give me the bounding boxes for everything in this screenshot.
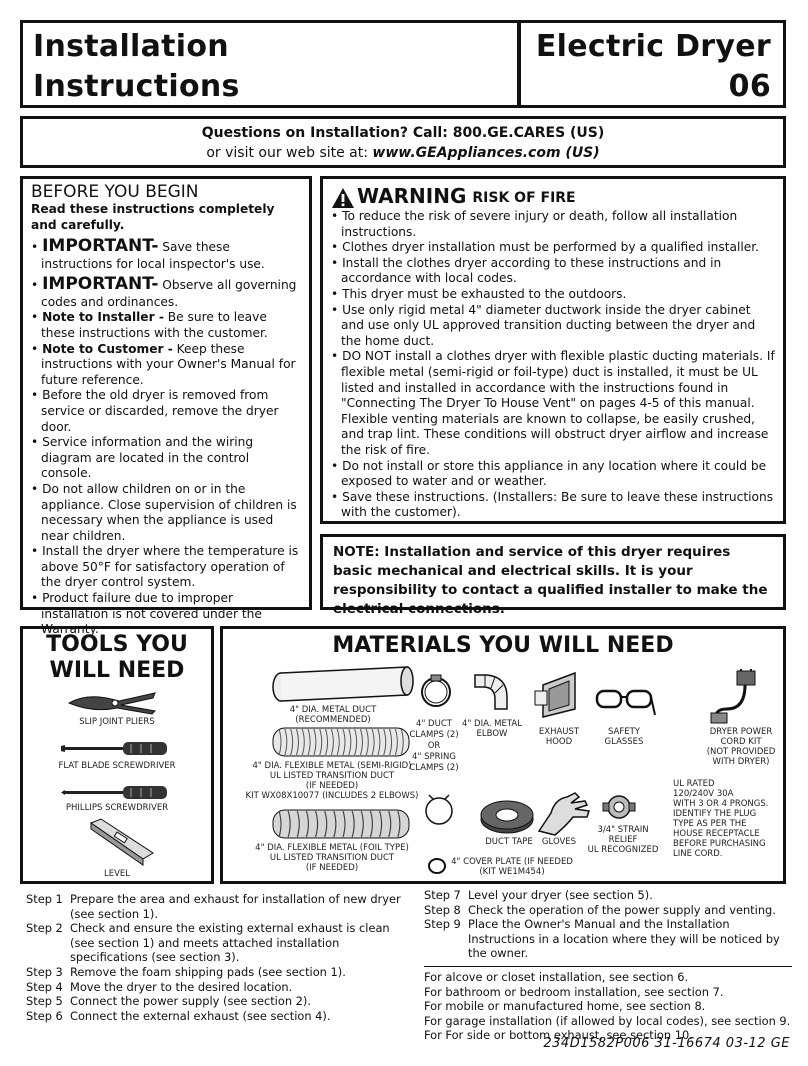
note-customer-text: Keep these instructions with your Owner's Manual for future reference. bbox=[41, 341, 296, 387]
product-code: 06 bbox=[728, 69, 771, 104]
semi-rigid-duct-icon bbox=[267, 725, 417, 759]
questions-box bbox=[20, 116, 786, 168]
power-cord-note: UL RATED 120/240V 30A WITH 3 OR 4 PRONGS. IDENTIFY THE PLUG TYPE AS PER THE HOUSE RECEPTACLE BEFORE PURCHASING LINE CORD. bbox=[673, 779, 769, 859]
list-item: • DO NOT install a clothes dryer with flexible plastic ducting materials. If flexible metal (semi-rigid or foil-type) duct is installed, it must be UL listed and installed in accordance with the instructions found in "Connecting The Dryer To House Vent" on pages 4-5 of this manual. Flexible venting materials are known to collapse, be easily crushed, and trap lint. These conditions will obstruct dryer airflow and increase the risk of fire. bbox=[331, 349, 775, 458]
foil-duct-label: 4" DIA. FLEXIBLE METAL (FOIL TYPE) UL LISTED TRANSITION DUCT (IF NEEDED) bbox=[255, 843, 409, 873]
questions-web-prefix: or visit our web site at: bbox=[206, 145, 368, 161]
page-title-line1: Installation bbox=[33, 29, 229, 64]
steps-right bbox=[424, 888, 792, 1043]
step-row bbox=[26, 892, 406, 921]
list-item bbox=[31, 342, 301, 389]
step-row bbox=[26, 980, 406, 995]
questions-web bbox=[23, 143, 783, 163]
safety-glasses-icon bbox=[593, 685, 655, 719]
elbow-label: 4" DIA. METAL ELBOW bbox=[462, 719, 522, 739]
list-item: For For side or bottom exhaust, see section 10. bbox=[424, 1028, 693, 1043]
important-label: IMPORTANT- bbox=[42, 273, 159, 294]
list-item: • Install the dryer where the temperature is above 50°F for satisfactory operation of the dryer control system. bbox=[31, 544, 301, 591]
step-row bbox=[424, 888, 792, 903]
step-number: Step 3 bbox=[26, 964, 63, 979]
step-number: Step 5 bbox=[26, 994, 63, 1009]
power-cord-icon bbox=[707, 669, 767, 725]
power-cord-label: DRYER POWER CORD KIT (NOT PROVIDED WITH DRYER) bbox=[706, 727, 776, 767]
steps-left bbox=[26, 892, 406, 1023]
list-item: • Do not allow children on or in the appliance. Close supervision of children is necessary when the appliance is used near children. bbox=[31, 482, 301, 544]
important-text: Observe all governing codes and ordinances. bbox=[41, 277, 297, 309]
cover-plate-icon bbox=[427, 857, 447, 875]
part-number: 234D1582P006 31-16674 03-12 GE bbox=[543, 1036, 790, 1051]
level-icon bbox=[87, 817, 157, 867]
step-row bbox=[26, 994, 406, 1009]
header-product-box bbox=[518, 20, 786, 108]
list-item: • Use only rigid metal 4" diameter ductwork inside the dryer cabinet and use only UL approved transition ducting between the dryer and the home duct. bbox=[331, 303, 775, 350]
header-title-box bbox=[20, 20, 520, 108]
note-installer-text: Be sure to leave these instructions with the customer. bbox=[41, 310, 268, 340]
tool-label: PHILLIPS SCREWDRIVER bbox=[65, 803, 169, 813]
gloves-label: GLOVES bbox=[541, 837, 577, 847]
step-text: Connect the power supply (see section 2). bbox=[70, 994, 311, 1009]
tool-label: SLIP JOINT PLIERS bbox=[79, 717, 155, 727]
step-text: Prepare the area and exhaust for installation of new dryer (see section 1). bbox=[70, 892, 401, 921]
duct-tape-label: DUCT TAPE bbox=[485, 837, 533, 847]
list-item: • Do not install or store this appliance in any location where it could be exposed to water and or weather. bbox=[331, 459, 775, 490]
warning-triangle-icon bbox=[331, 187, 355, 209]
step-row bbox=[424, 917, 792, 961]
before-list bbox=[31, 235, 301, 638]
foil-duct-icon bbox=[267, 807, 417, 841]
list-item: For bathroom or bedroom installation, see section 7. bbox=[424, 984, 724, 999]
list-item: • Product failure due to improper installation is not covered under the Warranty. bbox=[31, 591, 301, 638]
page-title-line2: Instructions bbox=[33, 69, 240, 104]
metal-duct-label: 4" DIA. METAL DUCT (RECOMMENDED) bbox=[289, 705, 377, 725]
list-item: For alcove or closet installation, see section 6. bbox=[424, 969, 689, 984]
note-box: NOTE: Installation and service of this dryer requires basic mechanical and electrical skills. It is your responsibility to contact a qualified installer to make the electrical connections. bbox=[320, 534, 786, 610]
metal-elbow-icon bbox=[471, 671, 511, 711]
list-item bbox=[31, 310, 301, 341]
list-item: For mobile or manufactured home, see section 8. bbox=[424, 999, 706, 1014]
before-intro: Read these instructions completely and carefully. bbox=[31, 202, 275, 232]
step-number: Step 8 bbox=[424, 902, 461, 917]
warning-title: WARNING bbox=[357, 184, 467, 208]
step-row bbox=[26, 965, 406, 980]
step-text: Remove the foam shipping pads (see section 1). bbox=[70, 964, 346, 979]
note-customer-label: Note to Customer - bbox=[42, 341, 173, 356]
phillips-screwdriver-icon bbox=[61, 781, 171, 803]
warning-header bbox=[331, 183, 775, 209]
important-label: IMPORTANT- bbox=[42, 236, 159, 257]
important-text: Save these instructions for local inspector's use. bbox=[41, 240, 265, 272]
list-item: • Save these instructions. (Installers: Be sure to leave these instructions with the customer). bbox=[331, 490, 775, 521]
clamps-label: 4" DUCT CLAMPS (2) OR 4" SPRING CLAMPS (2) bbox=[409, 719, 459, 773]
list-item: • To reduce the risk of severe injury or death, follow all installation instructions. bbox=[331, 209, 775, 240]
exhaust-hood-icon bbox=[535, 669, 583, 719]
step-number: Step 1 bbox=[26, 892, 63, 906]
flat-screwdriver-icon bbox=[61, 737, 171, 759]
tools-box bbox=[20, 626, 214, 884]
step-text: Place the Owner's Manual and the Installation Instructions in a location where they will be noticed by the owner. bbox=[468, 917, 780, 961]
tool-label: LEVEL bbox=[103, 869, 131, 879]
warning-subtitle: RISK OF FIRE bbox=[472, 190, 576, 206]
step-row bbox=[424, 903, 792, 918]
step-number: Step 7 bbox=[424, 888, 461, 902]
semi-rigid-duct-label: 4" DIA. FLEXIBLE METAL (SEMI-RIGID) UL LISTED TRANSITION DUCT (IF NEEDED) KIT WX08X10077 (INCLUDES 2 ELBOWS) bbox=[245, 761, 419, 801]
step-number: Step 9 bbox=[424, 917, 461, 932]
step-row bbox=[26, 921, 406, 965]
list-item bbox=[31, 235, 301, 273]
warning-box bbox=[320, 176, 786, 524]
materials-title: MATERIALS YOU WILL NEED bbox=[332, 633, 674, 658]
before-title: BEFORE YOU BEGIN bbox=[31, 182, 199, 202]
list-item: • Clothes dryer installation must be performed by a qualified installer. bbox=[331, 240, 775, 256]
list-item: • Install the clothes dryer according to these instructions and in accordance with local codes. bbox=[331, 256, 775, 287]
step-text: Connect the external exhaust (see section 4). bbox=[70, 1008, 331, 1023]
list-item: For garage installation (if allowed by local codes), see section 9. bbox=[424, 1013, 791, 1028]
questions-phone: Questions on Installation? Call: 800.GE.CARES (US) bbox=[201, 125, 605, 141]
duct-clamp-icon bbox=[419, 675, 453, 709]
strain-relief-label: 3/4" STRAIN RELIEF UL RECOGNIZED bbox=[587, 825, 659, 855]
tools-title-line1: TOOLS YOU bbox=[46, 632, 188, 657]
tool-label: FLAT BLADE SCREWDRIVER bbox=[58, 761, 176, 771]
glasses-label: SAFETY GLASSES bbox=[604, 727, 644, 747]
warning-list bbox=[331, 209, 775, 521]
note-installer-label: Note to Installer - bbox=[42, 310, 164, 325]
step-number: Step 2 bbox=[26, 921, 63, 936]
list-item bbox=[31, 273, 301, 311]
list-item: • Before the old dryer is removed from service or discarded, remove the dryer door. bbox=[31, 388, 301, 435]
step-number: Step 6 bbox=[26, 1008, 63, 1023]
special-installation-notes bbox=[424, 966, 792, 1043]
duct-tape-icon bbox=[477, 797, 541, 837]
list-item: • Service information and the wiring diagram are located in the control console. bbox=[31, 435, 301, 482]
website-link[interactable]: www.GEAppliances.com (US) bbox=[372, 145, 600, 161]
hood-label: EXHAUST HOOD bbox=[538, 727, 580, 747]
step-row bbox=[26, 1009, 406, 1024]
step-text: Check and ensure the existing external exhaust is clean (see section 1) and meets attached installation specifications (see section 3). bbox=[70, 921, 390, 965]
tools-title-line2: WILL NEED bbox=[49, 658, 185, 683]
materials-box bbox=[220, 626, 786, 884]
metal-duct-icon bbox=[267, 665, 417, 705]
spring-clamp-icon bbox=[423, 795, 455, 827]
pliers-icon bbox=[67, 689, 157, 715]
step-text: Move the dryer to the desired location. bbox=[70, 979, 293, 994]
step-text: Level your dryer (see section 5). bbox=[468, 888, 653, 902]
step-text: Check the operation of the power supply and venting. bbox=[468, 902, 776, 917]
product-name: Electric Dryer bbox=[535, 29, 771, 64]
strain-relief-icon bbox=[599, 793, 639, 823]
cover-plate-label: 4" COVER PLATE (IF NEEDED (KIT WE1M454) bbox=[451, 857, 573, 877]
before-you-begin-box bbox=[20, 176, 312, 637]
list-item: • This dryer must be exhausted to the outdoors. bbox=[331, 287, 775, 303]
step-number: Step 4 bbox=[26, 979, 63, 994]
